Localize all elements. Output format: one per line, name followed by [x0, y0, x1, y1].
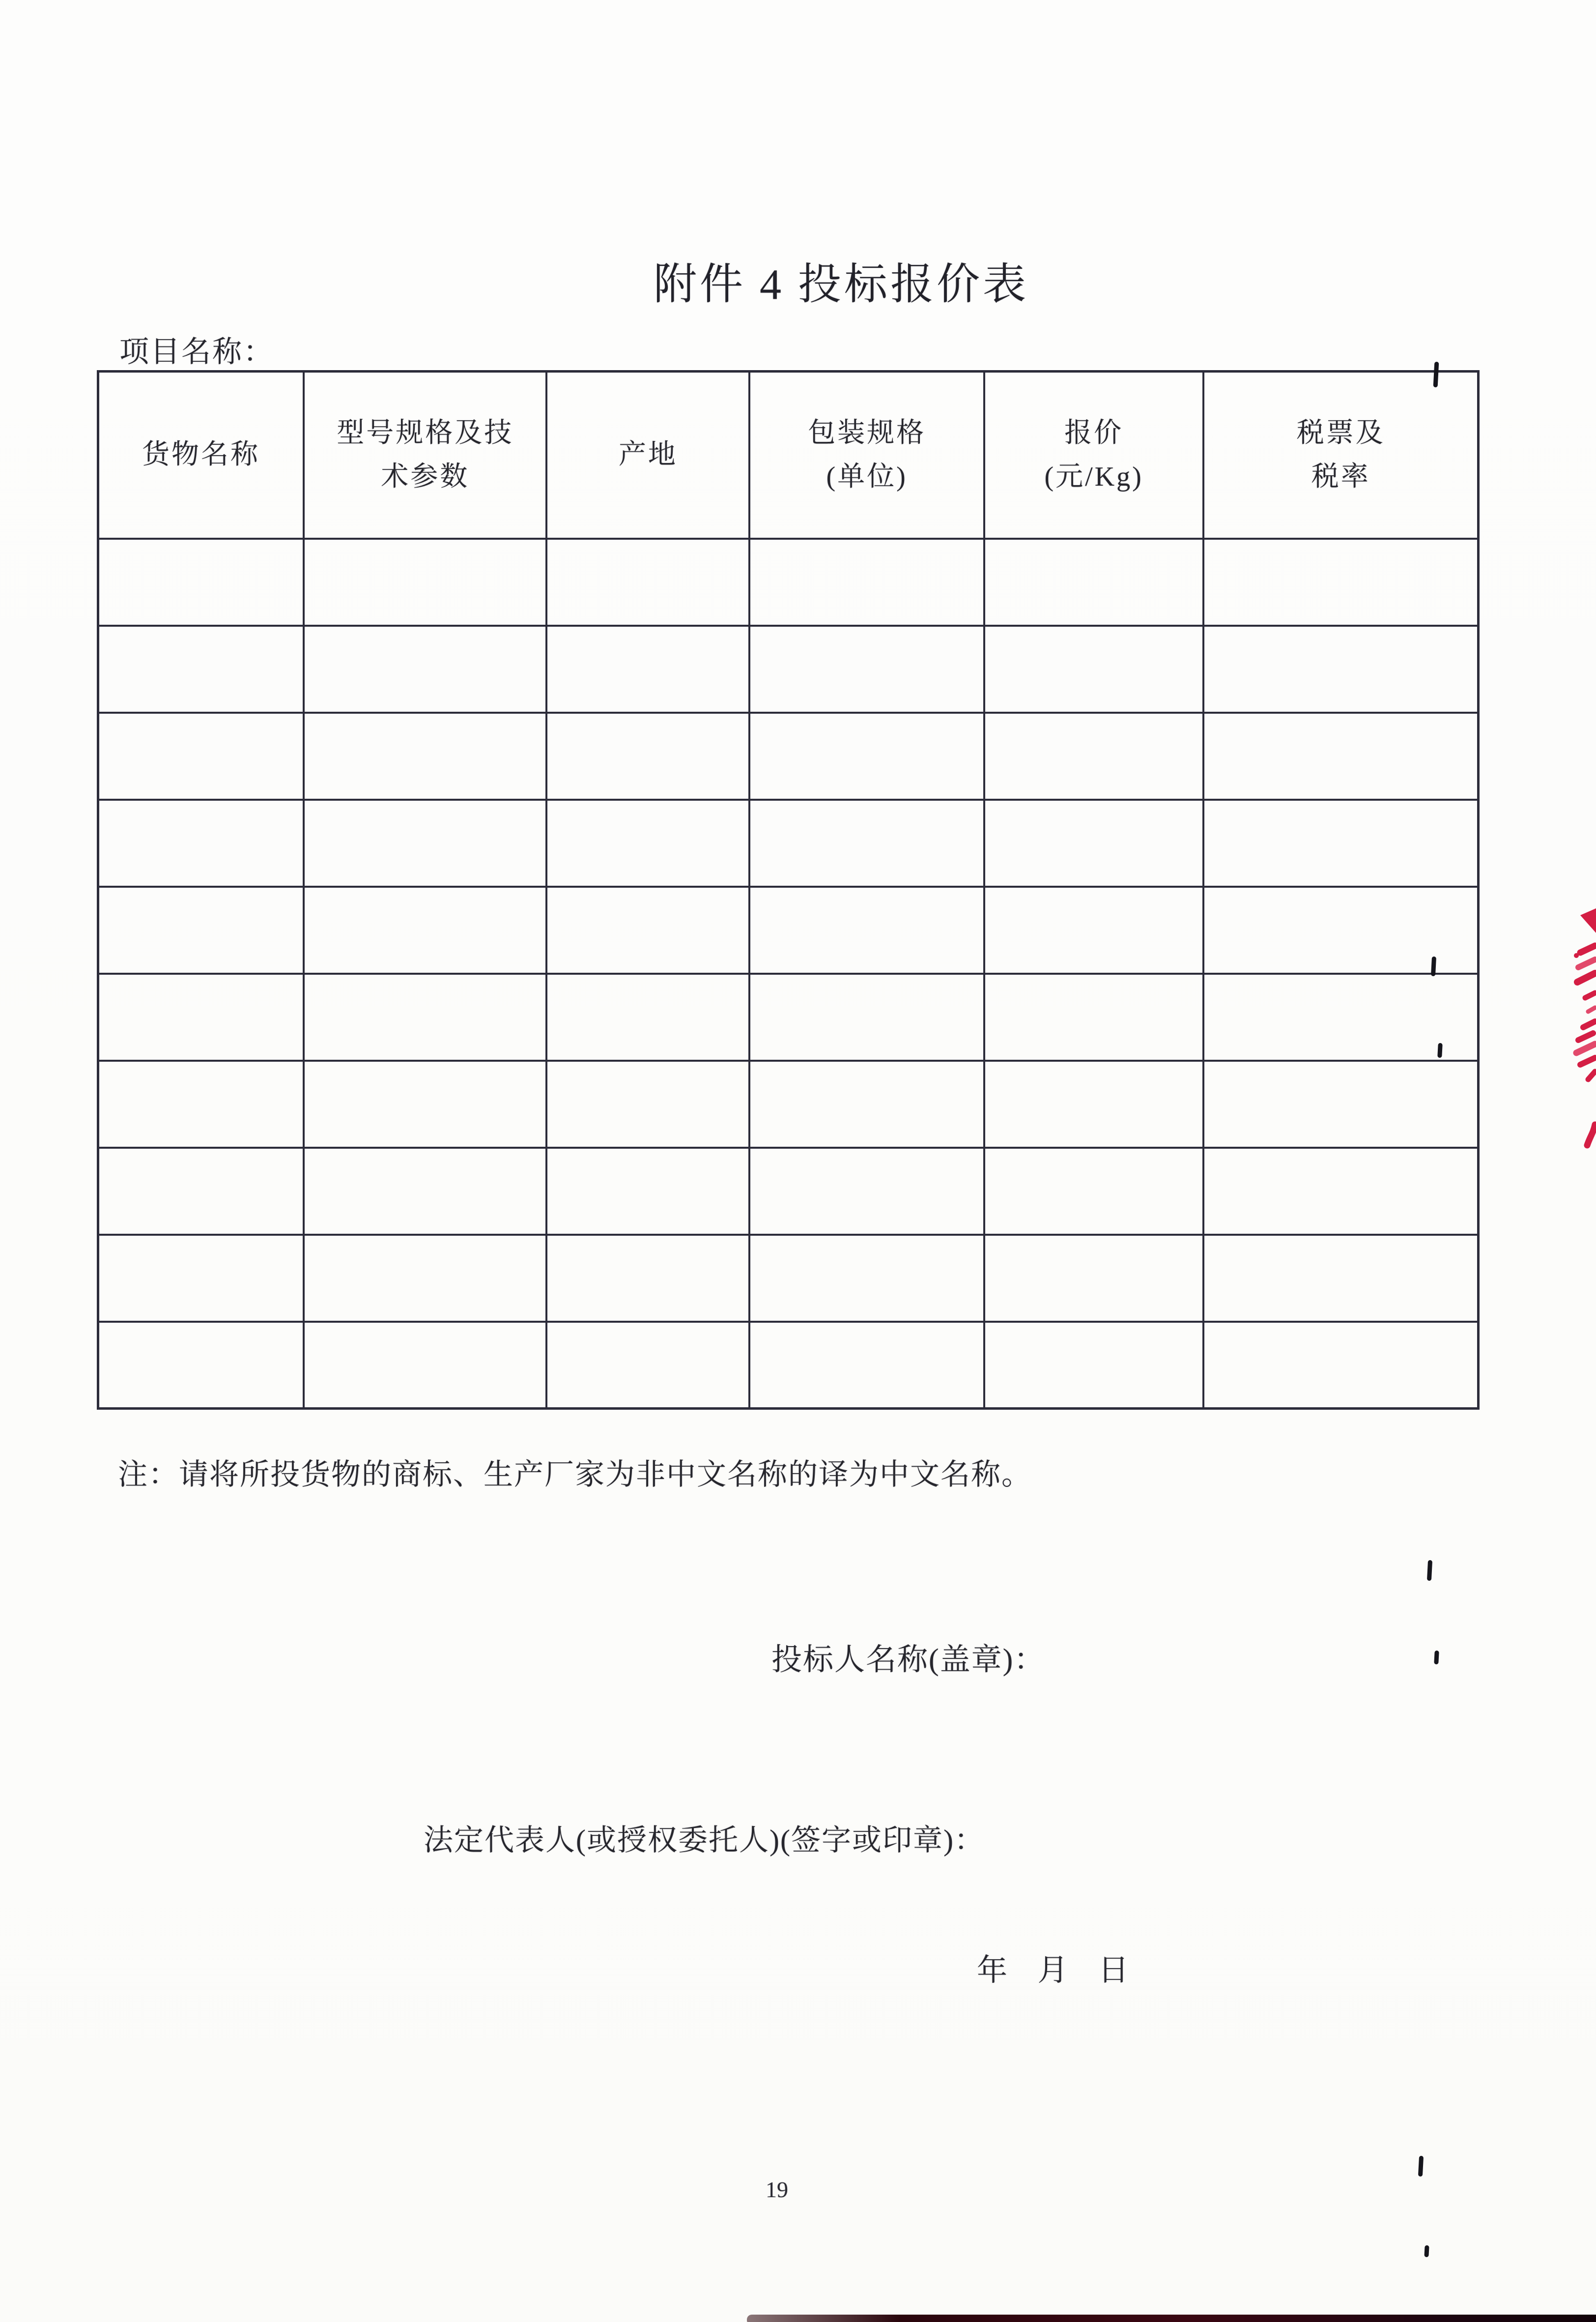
date-line-label: 年 月 日: [977, 1954, 1129, 1987]
empty-cell: [749, 974, 984, 1061]
empty-cell: [546, 626, 749, 713]
page-number: 19: [766, 2177, 788, 2202]
empty-cell: [984, 539, 1204, 626]
empty-cell: [546, 800, 749, 887]
empty-cell: [546, 887, 749, 974]
empty-cell: [749, 539, 984, 626]
empty-cell: [1203, 1322, 1478, 1409]
empty-cell: [546, 1322, 749, 1409]
empty-cell: [984, 713, 1204, 800]
empty-cell: [98, 1235, 304, 1322]
scan-edge-shadow: [747, 2315, 1596, 2322]
empty-cell: [749, 713, 984, 800]
empty-cell: [984, 800, 1204, 887]
empty-cell: [98, 1061, 304, 1148]
table-row: [98, 539, 1479, 626]
empty-cell: [546, 1061, 749, 1148]
empty-cell: [1203, 1061, 1478, 1148]
pen-tick-mark: [1418, 2156, 1424, 2177]
empty-cell: [1203, 800, 1478, 887]
empty-cell: [304, 887, 546, 974]
empty-cell: [304, 800, 546, 887]
column-header-goods-name: 货物名称: [98, 372, 304, 539]
empty-cell: [98, 539, 304, 626]
seal-fragment-marks: [1571, 904, 1596, 1165]
empty-cell: [984, 974, 1204, 1061]
table-row: [98, 1148, 1479, 1235]
table-row: [98, 1061, 1479, 1148]
empty-cell: [98, 800, 304, 887]
table-note: 注：请将所投货物的商标、生产厂家为非中文名称的译为中文名称。: [118, 1458, 1032, 1491]
empty-cell: [304, 974, 546, 1061]
bid-price-table: [97, 370, 1480, 1410]
page-title: 附件 4 投标报价表: [654, 261, 1029, 309]
empty-cell: [546, 713, 749, 800]
empty-cell: [98, 626, 304, 713]
pen-tick-mark: [1424, 2245, 1429, 2257]
empty-cell: [984, 1322, 1204, 1409]
empty-cell: [749, 1061, 984, 1148]
empty-cell: [1203, 539, 1478, 626]
column-header-origin: 产地: [546, 372, 749, 539]
empty-cell: [749, 1235, 984, 1322]
pen-tick-mark: [1437, 1043, 1443, 1058]
column-header-model-spec-params: 型号规格及技 术参数: [304, 372, 546, 539]
empty-cell: [304, 1322, 546, 1409]
empty-cell: [304, 1148, 546, 1235]
empty-cell: [749, 887, 984, 974]
empty-cell: [98, 1322, 304, 1409]
empty-cell: [1203, 626, 1478, 713]
empty-cell: [304, 539, 546, 626]
empty-cell: [749, 1322, 984, 1409]
table-row: [98, 1322, 1479, 1409]
empty-cell: [546, 539, 749, 626]
empty-cell: [1203, 1235, 1478, 1322]
table-row: [98, 713, 1479, 800]
column-header-quote-price: 报价 (元/Kg): [984, 372, 1204, 539]
empty-cell: [546, 1148, 749, 1235]
project-name-label: 项目名称：: [119, 336, 274, 368]
empty-cell: [984, 1148, 1204, 1235]
table-row: [98, 974, 1479, 1061]
column-header-tax-invoice-rate: 税票及 税率: [1203, 372, 1478, 539]
column-header-packing-spec: 包装规格 (单位): [749, 372, 984, 539]
empty-cell: [984, 626, 1204, 713]
empty-cell: [98, 713, 304, 800]
bidder-name-label: 投标人名称(盖章)：: [771, 1643, 1046, 1677]
empty-cell: [1203, 713, 1478, 800]
empty-cell: [984, 887, 1204, 974]
empty-cell: [749, 1148, 984, 1235]
table-body: [98, 539, 1479, 1409]
pen-tick-mark: [1434, 1651, 1439, 1664]
empty-cell: [749, 626, 984, 713]
table-row: [98, 887, 1479, 974]
table-row: [98, 626, 1479, 713]
empty-cell: [98, 1148, 304, 1235]
empty-cell: [304, 1235, 546, 1322]
table-row: [98, 800, 1479, 887]
empty-cell: [304, 1061, 546, 1148]
empty-cell: [749, 800, 984, 887]
pen-tick-mark: [1427, 1560, 1432, 1581]
empty-cell: [984, 1061, 1204, 1148]
legal-representative-label: 法定代表人(或授权委托人)(签字或印章)：: [424, 1824, 985, 1857]
table-row: [98, 1235, 1479, 1322]
empty-cell: [98, 887, 304, 974]
empty-cell: [98, 974, 304, 1061]
table-header-row: [98, 372, 1479, 539]
empty-cell: [984, 1235, 1204, 1322]
empty-cell: [304, 713, 546, 800]
empty-cell: [546, 1235, 749, 1322]
empty-cell: [304, 626, 546, 713]
empty-cell: [1203, 1148, 1478, 1235]
empty-cell: [1203, 887, 1478, 974]
empty-cell: [546, 974, 749, 1061]
empty-cell: [1203, 974, 1478, 1061]
